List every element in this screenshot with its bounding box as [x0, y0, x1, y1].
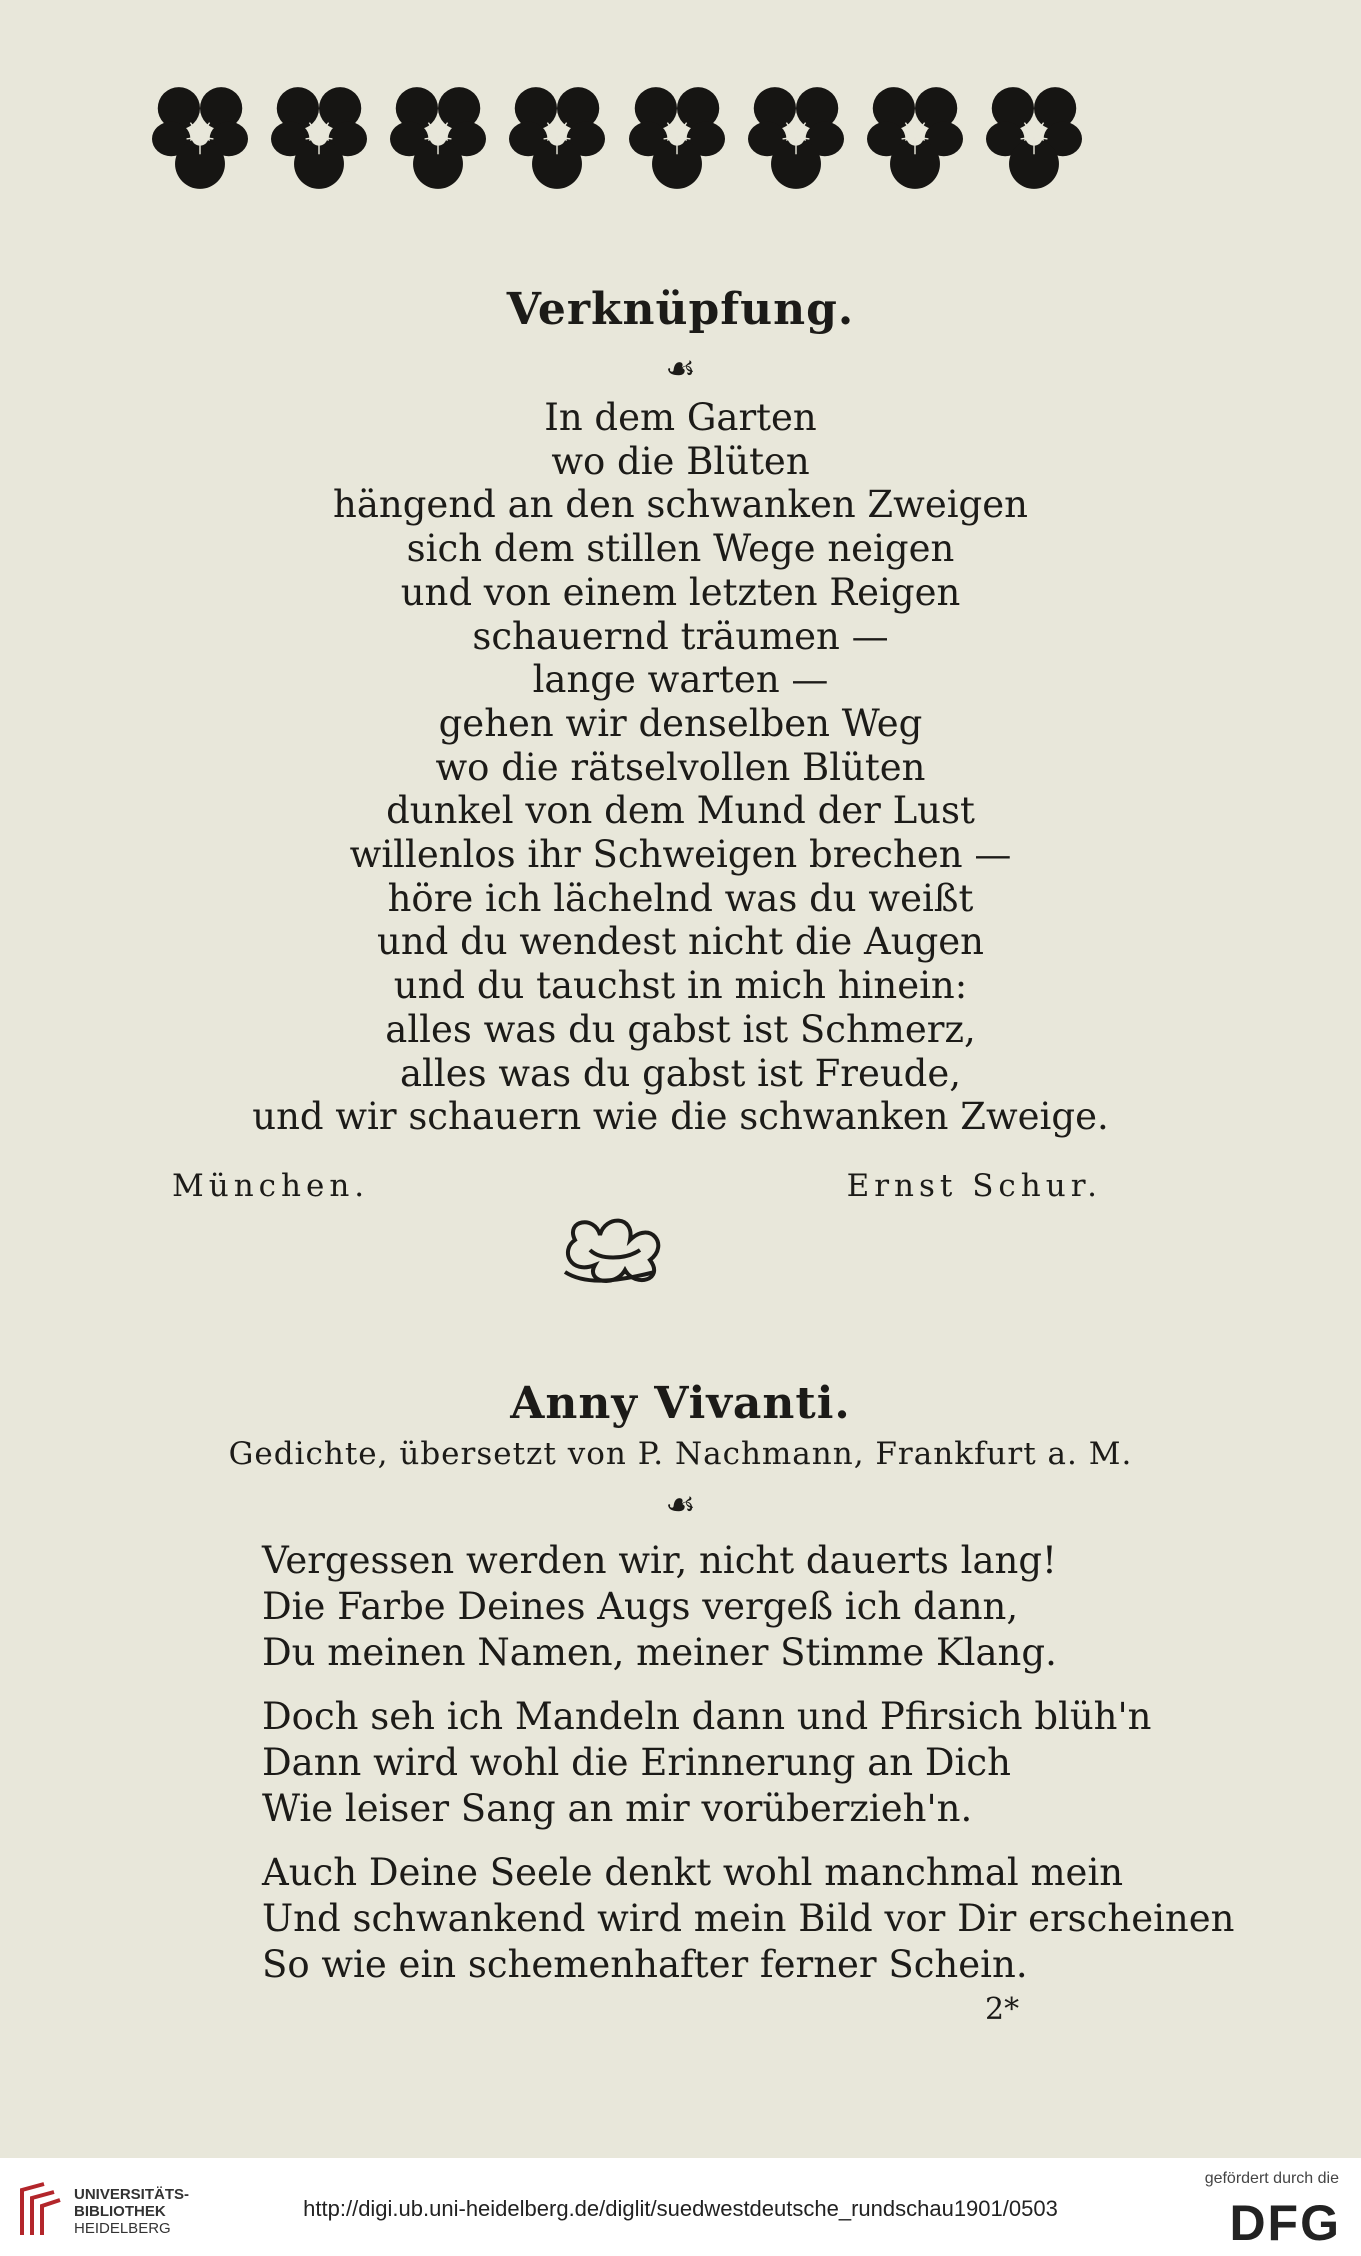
- stanza: [262, 1694, 1152, 1832]
- source-url-link[interactable]: http://digi.ub.uni-heidelberg.de/diglit/suedwestdeutsche_rundschau1901/0503: [303, 2196, 1058, 2221]
- leaf-divider-icon: ☙: [665, 349, 696, 389]
- poem-line: Dann wird wohl die Erinnerung an Dich: [262, 1741, 1011, 1784]
- page-number: 2*: [985, 1992, 1020, 2027]
- signature-line: [172, 1168, 1102, 1204]
- poem-line: Und schwankend wird mein Bild vor Dir erscheinen: [262, 1897, 1235, 1940]
- pansy-ornament-icon: [986, 77, 1082, 197]
- pansy-ornament-icon: [152, 77, 248, 197]
- university-library-name: UNIVERSITÄTS- BIBLIOTHEK HEIDELBERG: [74, 2186, 190, 2237]
- poem-title: Verknüpfung.: [506, 284, 855, 335]
- poem-line: willenlos ihr Schweigen brechen —: [349, 833, 1012, 877]
- pansy-ornament-icon: [867, 77, 963, 197]
- funded-by-label: gefördert durch die: [1204, 2170, 1339, 2187]
- knot-ornament-icon: [555, 1210, 675, 1290]
- poem-line: dunkel von dem Mund der Lust: [386, 789, 975, 833]
- author-name: Ernst Schur.: [846, 1168, 1102, 1204]
- poem-line: wo die rätselvollen Blüten: [435, 745, 926, 789]
- stanza: [262, 1850, 1234, 1988]
- poem-line: höre ich lächelnd was du weißt: [387, 876, 974, 920]
- poem-line: lange warten —: [532, 658, 829, 702]
- stanza: [262, 1538, 1057, 1676]
- poem-line: Doch seh ich Mandeln dann und Pfirsich blüh'n: [262, 1695, 1152, 1738]
- poem-line: und von einem letzten Reigen: [400, 570, 961, 614]
- section-title: Anny Vivanti.: [510, 1378, 851, 1429]
- poem-line: gehen wir denselben Weg: [438, 701, 923, 745]
- poem-line: Vergessen werden wir, nicht dauerts lang!: [262, 1539, 1057, 1582]
- place-name: München.: [172, 1168, 370, 1204]
- leaf-divider-icon: ☙: [665, 1485, 696, 1525]
- poem-line: und wir schauern wie die schwanken Zweige.: [252, 1095, 1109, 1139]
- poem-line: Du meinen Namen, meiner Stimme Klang.: [262, 1631, 1057, 1674]
- poem-line: So wie ein schemenhafter ferner Schein.: [262, 1943, 1028, 1986]
- poem-line: Die Farbe Deines Augs vergeß ich dann,: [262, 1585, 1019, 1628]
- pansy-ornament-icon: [629, 77, 725, 197]
- pansy-ornament-icon: [390, 77, 486, 197]
- pansy-ornament-row: [152, 72, 1082, 202]
- poem-line: wo die Blüten: [551, 439, 810, 483]
- pansy-ornament-icon: [271, 77, 367, 197]
- pansy-ornament-icon: [509, 77, 605, 197]
- poem-line: und du tauchst in mich hinein:: [393, 964, 968, 1008]
- poem-line: alles was du gabst ist Freude,: [399, 1051, 962, 1095]
- pansy-ornament-icon: [748, 77, 844, 197]
- poem-body: [0, 396, 1361, 1139]
- poem-line: und du wendest nicht die Augen: [377, 920, 984, 964]
- poem-line: hängend an den schwanken Zweigen: [333, 483, 1028, 527]
- poem-line: schauernd träumen —: [472, 614, 889, 658]
- section-subtitle: Gedichte, übersetzt von P. Nachmann, Frankfurt a. M.: [228, 1436, 1133, 1472]
- poem-line: alles was du gabst ist Schmerz,: [385, 1007, 976, 1051]
- footer-bar: [0, 2158, 1361, 2256]
- dfg-logo: DFG: [1229, 2195, 1341, 2251]
- poem-line: Auch Deine Seele denkt wohl manchmal mein: [262, 1851, 1124, 1894]
- poem-line: Wie leiser Sang an mir vorüberzieh'n.: [262, 1787, 973, 1830]
- poem-line: sich dem stillen Wege neigen: [406, 527, 955, 571]
- poem-line: In dem Garten: [544, 396, 817, 439]
